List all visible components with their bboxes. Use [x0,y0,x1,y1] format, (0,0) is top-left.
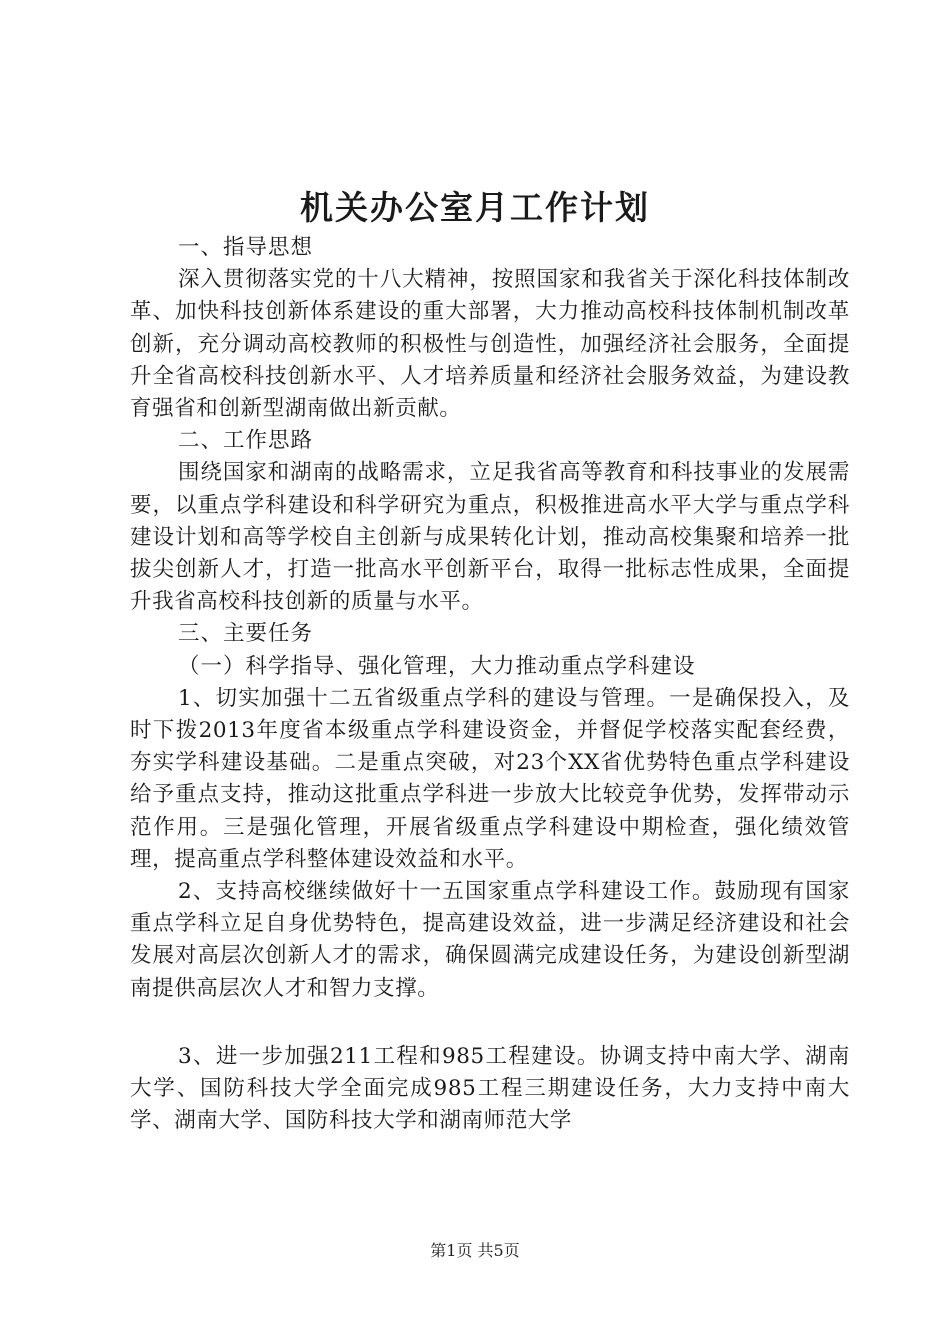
paragraph-work-approach: 围绕国家和湖南的战略需求，立足我省高等教育和科技事业的发展需要，以重点学科建设和科学研究为重点，积极推进高水平大学与重点学科建设计划和高等学校自主创新与成果转化计划，推动高校集聚和培养一批拔尖创新人才，打造一批高水平创新平台，取得一批标志性成果，全面提升我省高校科技创新的质量与水平。 [130,460,850,615]
paragraph-task-1: 1、切实加强十二五省级重点学科的建设与管理。一是确保投入，及时下拨2013年度省本级重点学科建设资金，并督促学校落实配套经费，夯实学科建设基础。二是重点突破，对23个XX省优势特色重点学科建设给予重点支持，推动这批重点学科进一步放大比较竞争优势，发挥带动示范作用。三是强化管理，开展省级重点学科建设中期检查，强化绩效管理，提高重点学科整体建设效益和水平。 [130,685,850,872]
document-title: 机关办公室月工作计划 [300,188,650,227]
subsection-heading-key-disciplines: （一）科学指导、强化管理，大力推动重点学科建设 [178,653,696,679]
document-body [130,232,850,1137]
page-footer: 第1页 共5页 [430,1241,520,1260]
paragraph-task-2: 2、支持高校继续做好十一五国家重点学科建设工作。鼓励现有国家重点学科立足自身优势特色，提高建设效益，进一步满足经济建设和社会发展对高层次创新人才的需求，确保圆满完成建设任务，为建设创新型湖南提供高层次人才和智力支撑。 [130,879,850,1001]
paragraph-task-3: 3、进一步加强211工程和985工程建设。协调支持中南大学、湖南大学、国防科技大学全面完成985工程三期建设任务，大力支持中南大学、湖南大学、国防科技大学和湖南师范大学 [130,1043,850,1134]
section-heading-guiding-ideology: 一、指导思想 [178,235,314,260]
section-heading-main-tasks: 三、主要任务 [178,621,314,647]
paragraph-guiding-ideology: 深入贯彻落实党的十八大精神，按照国家和我省关于深化科技体制改革、加快科技创新体系建设的重大部署，大力推动高校科技体制机制改革创新，充分调动高校教师的积极性与创造性，加强经济社会服务，全面提升全省高校科技创新水平、人才培养质量和经济社会服务效益，为建设教育强省和创新型湖南做出新贡献。 [130,267,850,422]
section-heading-work-approach: 二、工作思路 [178,428,314,454]
